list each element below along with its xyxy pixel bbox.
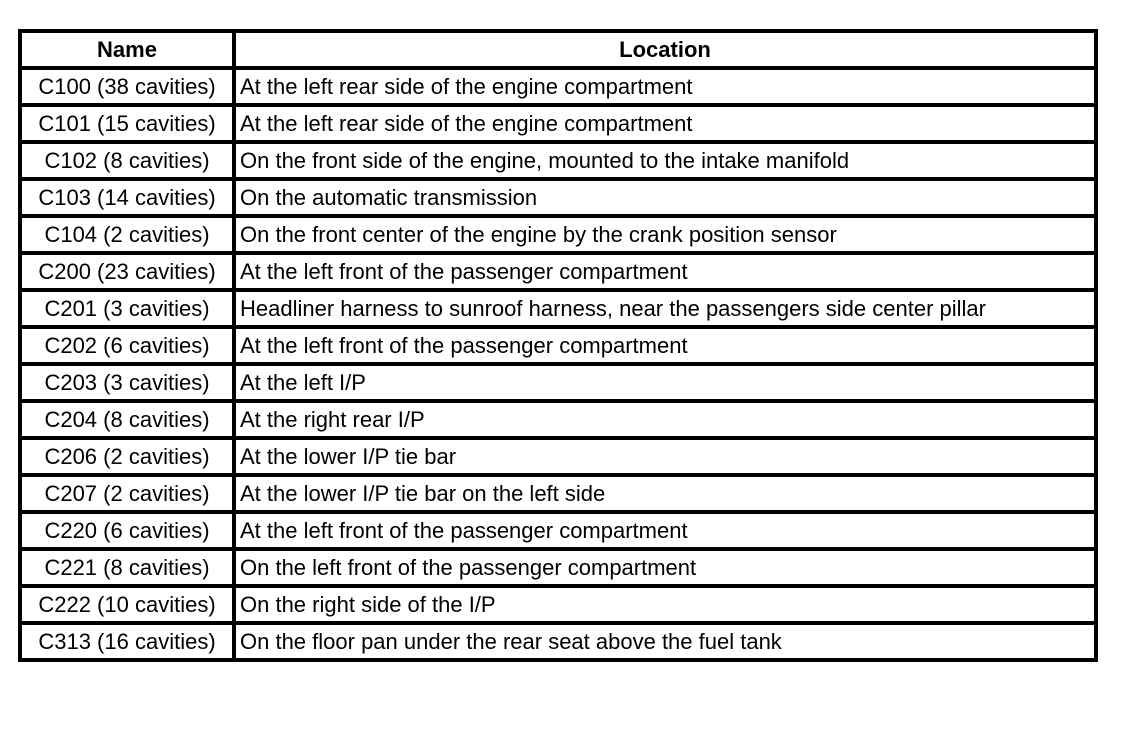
table-row xyxy=(20,586,1096,623)
table-row xyxy=(20,549,1096,586)
table-row xyxy=(20,68,1096,105)
connector-name-cell: C101 (15 cavities) xyxy=(20,105,234,142)
connector-name-cell: C313 (16 cavities) xyxy=(20,623,234,660)
connector-name-cell: C221 (8 cavities) xyxy=(20,549,234,586)
table-row xyxy=(20,179,1096,216)
table-row xyxy=(20,216,1096,253)
connector-name-cell: C100 (38 cavities) xyxy=(20,68,234,105)
table-row xyxy=(20,290,1096,327)
table-row xyxy=(20,438,1096,475)
connector-location-cell: On the front center of the engine by the crank position sensor xyxy=(234,216,1096,253)
table-row xyxy=(20,475,1096,512)
table-row xyxy=(20,364,1096,401)
table-row xyxy=(20,512,1096,549)
connector-name-cell: C103 (14 cavities) xyxy=(20,179,234,216)
connector-location-table-container xyxy=(18,29,1098,662)
table-row xyxy=(20,142,1096,179)
table-row xyxy=(20,623,1096,660)
connector-location-cell: At the left front of the passenger compartment xyxy=(234,327,1096,364)
table-row xyxy=(20,253,1096,290)
connector-location-cell: At the left front of the passenger compartment xyxy=(234,253,1096,290)
connector-name-cell: C204 (8 cavities) xyxy=(20,401,234,438)
connector-name-cell: C202 (6 cavities) xyxy=(20,327,234,364)
connector-location-cell: At the left I/P xyxy=(234,364,1096,401)
connector-name-cell: C220 (6 cavities) xyxy=(20,512,234,549)
connector-name-cell: C222 (10 cavities) xyxy=(20,586,234,623)
connector-location-cell: Headliner harness to sunroof harness, near the passengers side center pillar xyxy=(234,290,1096,327)
table-row xyxy=(20,401,1096,438)
connector-location-cell: At the lower I/P tie bar xyxy=(234,438,1096,475)
connector-location-cell: At the lower I/P tie bar on the left side xyxy=(234,475,1096,512)
connector-location-cell: On the front side of the engine, mounted to the intake manifold xyxy=(234,142,1096,179)
connector-name-cell: C201 (3 cavities) xyxy=(20,290,234,327)
connector-location-cell: At the left front of the passenger compartment xyxy=(234,512,1096,549)
connector-location-cell: On the floor pan under the rear seat above the fuel tank xyxy=(234,623,1096,660)
header-row xyxy=(20,31,1096,68)
connector-name-cell: C203 (3 cavities) xyxy=(20,364,234,401)
connector-location-cell: At the left rear side of the engine compartment xyxy=(234,68,1096,105)
table-row xyxy=(20,105,1096,142)
table-row xyxy=(20,327,1096,364)
connector-location-cell: At the right rear I/P xyxy=(234,401,1096,438)
column-header-location: Location xyxy=(234,31,1096,68)
connector-location-cell: On the automatic transmission xyxy=(234,179,1096,216)
connector-name-cell: C206 (2 cavities) xyxy=(20,438,234,475)
connector-name-cell: C207 (2 cavities) xyxy=(20,475,234,512)
table-header xyxy=(20,31,1096,68)
connector-name-cell: C102 (8 cavities) xyxy=(20,142,234,179)
table-body xyxy=(20,68,1096,660)
connector-name-cell: C104 (2 cavities) xyxy=(20,216,234,253)
connector-location-cell: On the left front of the passenger compartment xyxy=(234,549,1096,586)
connector-name-cell: C200 (23 cavities) xyxy=(20,253,234,290)
connector-location-cell: On the right side of the I/P xyxy=(234,586,1096,623)
connector-location-cell: At the left rear side of the engine compartment xyxy=(234,105,1096,142)
connector-location-table xyxy=(18,29,1098,662)
column-header-name: Name xyxy=(20,31,234,68)
